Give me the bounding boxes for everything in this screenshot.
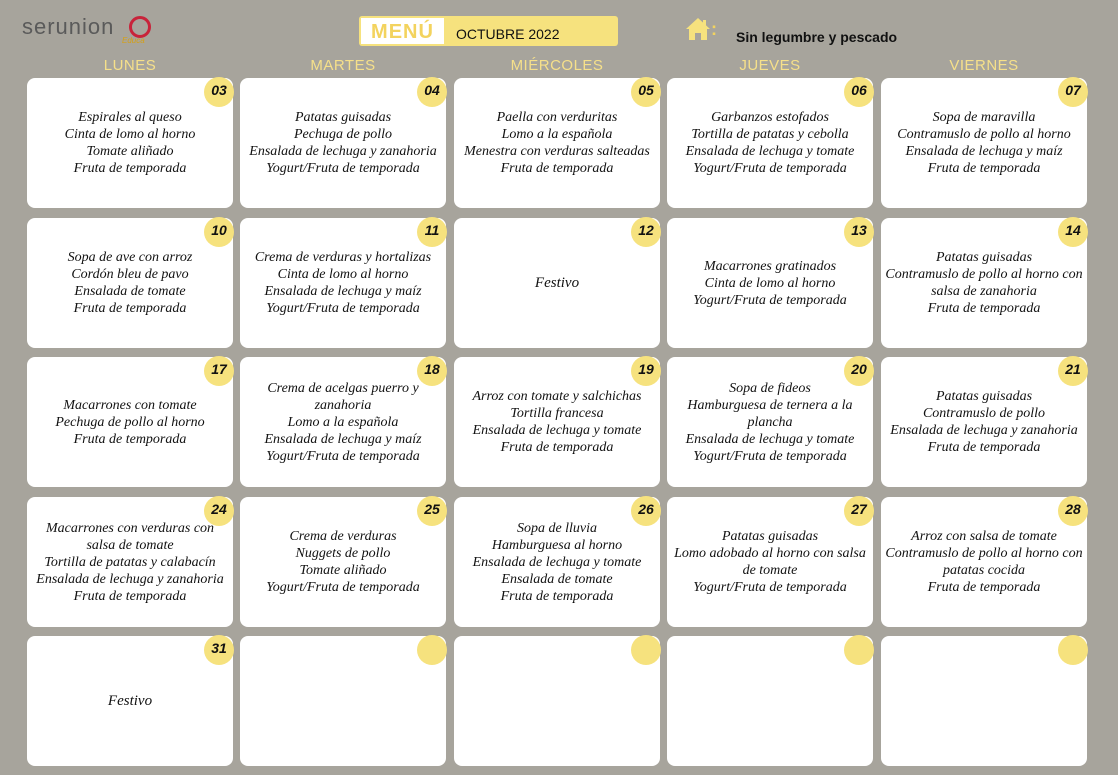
dish-list — [31, 636, 229, 766]
dish-item: Fruta de temporada — [500, 588, 614, 604]
dish-item: Tortilla de patatas y calabacín — [44, 554, 216, 570]
dish-list — [885, 497, 1083, 627]
day-number: 11 — [424, 222, 440, 238]
dish-item: Hamburguesa al horno — [491, 537, 623, 553]
dish-list — [671, 218, 869, 348]
day-header-miercoles: MIÉRCOLES — [510, 57, 604, 74]
day-header-lunes: LUNES — [103, 57, 157, 74]
dish-item: Fruta de temporada — [927, 301, 1041, 316]
dish-item: Tortilla de patatas y cebolla — [691, 127, 849, 142]
dish-item: Paella con verduritas — [496, 110, 618, 125]
dish-item: Lomo adobado al horno con salsa de tomate — [674, 546, 866, 578]
month-label: OCTUBRE 2022 — [456, 26, 560, 42]
dish-item: Espirales al queso — [78, 110, 182, 125]
day-cell — [27, 497, 233, 627]
dish-item: Yogurt/Fruta de temporada — [693, 161, 847, 176]
dish-item: Pechuga de pollo al horno — [55, 414, 205, 430]
day-cell — [27, 636, 233, 766]
menu-label: MENÚ — [361, 18, 444, 44]
dish-item: Fruta de temporada — [927, 580, 1041, 595]
dish-list — [244, 78, 442, 208]
dish-list — [885, 636, 1083, 766]
dish-item: Macarrones gratinados — [703, 258, 837, 274]
dish-list — [885, 78, 1083, 208]
day-number: 26 — [638, 501, 654, 517]
day-number: 13 — [851, 222, 867, 238]
dish-item: Arroz con salsa de tomate — [911, 529, 1057, 544]
dish-list — [458, 218, 656, 348]
dish-list — [244, 497, 442, 627]
dish-item: Ensalada de lechuga y maíz — [264, 284, 422, 299]
dish-item: Cinta de lomo al horno — [277, 267, 409, 282]
dish-list — [458, 357, 656, 487]
day-cell — [881, 78, 1087, 208]
dish-item: Ensalada de tomate — [501, 571, 613, 587]
home-colon: : — [711, 19, 717, 39]
dish-item: Menestra con verduras salteadas — [464, 144, 650, 159]
day-number: 12 — [638, 222, 654, 238]
dish-list — [458, 497, 656, 627]
day-number: 07 — [1065, 82, 1081, 98]
dish-item: Patatas guisadas — [721, 529, 819, 544]
dish-item: Lomo a la española — [287, 414, 399, 430]
dish-item: Contramuslo de pollo — [922, 406, 1046, 421]
day-cell — [27, 78, 233, 208]
day-cell — [240, 78, 446, 208]
dish-item: Ensalada de lechuga y zanahoria — [890, 423, 1078, 438]
day-number: 24 — [211, 501, 227, 517]
dish-item: Hamburguesa de ternera a la plancha — [687, 397, 853, 430]
day-cell — [667, 636, 873, 766]
dish-item: Ensalada de lechuga y zanahoria — [249, 144, 437, 159]
dish-item: Ensalada de lechuga y maíz — [905, 144, 1063, 159]
dish-item: Sopa de ave con arroz — [67, 250, 193, 265]
day-cell — [667, 357, 873, 487]
day-cell — [667, 497, 873, 627]
dish-list — [671, 357, 869, 487]
dish-list — [244, 636, 442, 766]
day-cell — [240, 497, 446, 627]
dish-item: Crema de acelgas puerro y zanahoria — [267, 380, 419, 413]
dish-item: Patatas guisadas — [935, 389, 1033, 404]
day-number: 25 — [424, 501, 440, 517]
dish-item: Contramuslo de pollo al horno con patatas cocida — [885, 546, 1083, 578]
day-number: 21 — [1065, 361, 1081, 377]
day-cell — [881, 636, 1087, 766]
dish-item: Sopa de maravilla — [932, 110, 1036, 125]
day-number: 14 — [1065, 222, 1081, 238]
day-cell — [881, 218, 1087, 348]
dish-item: Cinta de lomo al horno — [704, 275, 836, 291]
dish-item: Macarrones con tomate — [63, 397, 197, 413]
brand-name: serunion — [22, 14, 115, 39]
brand-sub: Educa — [122, 36, 145, 45]
day-number: 20 — [851, 361, 867, 377]
dish-item: Fruta de temporada — [927, 161, 1041, 176]
dish-list — [885, 357, 1083, 487]
dish-item: Contramuslo de pollo al horno con salsa de zanahoria — [885, 267, 1083, 299]
day-number: 19 — [638, 361, 654, 377]
dish-item: Macarrones con verduras con salsa de tomate — [45, 520, 215, 553]
day-number: 27 — [851, 501, 867, 517]
holiday-label: Festivo — [107, 692, 153, 709]
dish-item: Yogurt/Fruta de temporada — [693, 292, 847, 308]
dish-item: Fruta de temporada — [500, 440, 614, 455]
dish-item: Nuggets de pollo — [295, 546, 391, 561]
day-cell — [454, 636, 660, 766]
menu-title-box — [359, 16, 618, 46]
day-cell — [454, 218, 660, 348]
day-cell — [454, 357, 660, 487]
dish-item: Ensalada de lechuga y zanahoria — [36, 571, 224, 587]
dish-item: Yogurt/Fruta de temporada — [266, 161, 420, 176]
day-cell — [240, 636, 446, 766]
dish-item: Cinta de lomo al horno — [64, 127, 196, 142]
day-number: 17 — [211, 361, 227, 377]
dish-list — [458, 636, 656, 766]
dish-item: Yogurt/Fruta de temporada — [266, 448, 420, 464]
dish-list — [31, 357, 229, 487]
dish-item: Crema de verduras — [289, 529, 397, 544]
dish-item: Pechuga de pollo — [294, 127, 392, 142]
dish-item: Yogurt/Fruta de temporada — [693, 580, 847, 595]
dish-list — [458, 78, 656, 208]
day-number: 18 — [424, 361, 440, 377]
dish-list — [31, 78, 229, 208]
dish-item: Fruta de temporada — [73, 301, 187, 316]
dish-list — [244, 218, 442, 348]
day-cell — [240, 218, 446, 348]
dish-item: Ensalada de tomate — [74, 284, 186, 299]
day-header-viernes: VIERNES — [949, 57, 1019, 74]
day-cell — [27, 357, 233, 487]
day-cell — [27, 218, 233, 348]
dish-item: Tomate aliñado — [299, 563, 387, 578]
dish-item: Tortilla francesa — [510, 406, 604, 421]
dish-list — [671, 497, 869, 627]
day-cell — [454, 497, 660, 627]
dish-item: Sopa de lluvia — [516, 520, 598, 536]
rose-icon — [129, 16, 151, 38]
dish-item: Fruta de temporada — [73, 161, 187, 176]
dish-item: Ensalada de lechuga y tomate — [685, 144, 855, 159]
dish-list — [671, 636, 869, 766]
day-number: 10 — [211, 222, 227, 238]
dish-item: Yogurt/Fruta de temporada — [693, 448, 847, 464]
dish-item: Patatas guisadas — [935, 250, 1033, 265]
dish-item: Yogurt/Fruta de temporada — [266, 301, 420, 316]
diet-label: Sin legumbre y pescado — [736, 29, 898, 45]
dish-item: Fruta de temporada — [500, 161, 614, 176]
dish-item: Garbanzos estofados — [711, 110, 829, 125]
day-cell — [667, 78, 873, 208]
dish-list — [244, 357, 442, 487]
holiday-label: Festivo — [534, 274, 580, 291]
dish-item: Fruta de temporada — [73, 588, 187, 604]
day-number: 06 — [851, 82, 867, 98]
day-header-jueves: JUEVES — [739, 57, 801, 74]
day-number: 03 — [211, 82, 227, 98]
dish-item: Ensalada de lechuga y tomate — [685, 431, 855, 447]
day-header-martes: MARTES — [310, 57, 376, 74]
dish-list — [31, 218, 229, 348]
dish-item: Crema de verduras y hortalizas — [254, 250, 432, 265]
day-cell — [454, 78, 660, 208]
dish-item: Tomate aliñado — [86, 144, 174, 159]
dish-item: Contramuslo de pollo al horno — [897, 127, 1071, 142]
brand-logo — [22, 14, 162, 46]
dish-item: Ensalada de lechuga y maíz — [264, 431, 422, 447]
day-number: 05 — [638, 82, 654, 98]
dish-item: Fruta de temporada — [73, 431, 187, 447]
day-cell — [240, 357, 446, 487]
dish-item: Ensalada de lechuga y tomate — [472, 423, 642, 438]
dish-item: Lomo a la española — [501, 127, 613, 142]
day-cell — [667, 218, 873, 348]
dish-item: Cordón bleu de pavo — [71, 267, 189, 282]
dish-list — [671, 78, 869, 208]
dish-item: Fruta de temporada — [927, 440, 1041, 455]
day-number: 28 — [1065, 501, 1081, 517]
day-cell — [881, 497, 1087, 627]
dish-item: Ensalada de lechuga y tomate — [472, 554, 642, 570]
day-number: 31 — [211, 640, 227, 656]
dish-item: Arroz con tomate y salchichas — [472, 389, 642, 404]
dish-list — [31, 497, 229, 627]
dish-list — [885, 218, 1083, 348]
home-icon — [684, 16, 712, 42]
day-cell — [881, 357, 1087, 487]
dish-item: Patatas guisadas — [294, 110, 392, 125]
dish-item: Sopa de fideos — [729, 380, 811, 396]
day-number: 04 — [424, 82, 440, 98]
dish-item: Yogurt/Fruta de temporada — [266, 580, 420, 595]
